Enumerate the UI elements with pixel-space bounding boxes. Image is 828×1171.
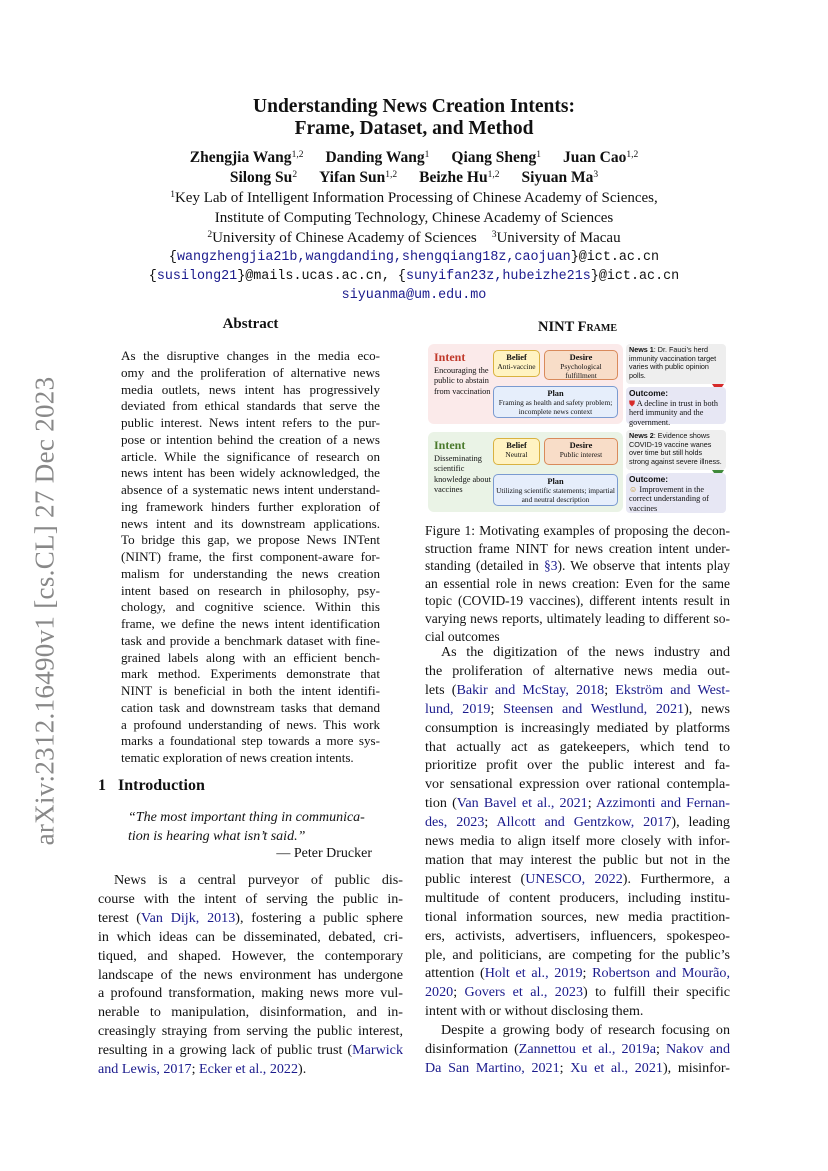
news-1-card: News 1: Dr. Fauci’s herd immunity vaccination target varies with public opinion polls. [626,344,726,384]
outcome-1-card: Outcome: ⛊ A decline in trust in both herd immunity and the government. [626,387,726,424]
body-line: ers, activists, advertisers, influencers, spokespeo- [425,927,730,944]
body-line: tional information sources, new media practition- [425,908,730,925]
body-line: public interest (UNESCO, 2022). Furthermore, a [425,870,731,887]
author-name: Siyuan Ma$^3$ [521,169,599,186]
author-row [0,148,828,168]
body-line: ple, and politicians, are competing for the public’s [425,946,730,963]
abstract-line: task and provide a benchmark dataset with fine- [121,632,380,648]
intro-left-column [98,871,403,1079]
abstract-line: grained labels along with an efficient bench- [121,649,380,665]
affiliation-2-3: $^2$University of Chinese Academy of Sciences $^3$University of Macau [207,230,621,246]
body-line: landscape of the news environment has undergone [98,966,403,983]
desire-chip: Desire Psychological fulfillment [544,350,618,380]
email-line-2[interactable]: {susilong21}@mails.ucas.ac.cn, {sunyifan23z,hubeizhe21s}@ict.ac.cn [148,269,680,284]
intent-text: Encouraging the public to abstain from vaccination [434,366,491,396]
abstract-line: malism for understanding the news creation [121,565,380,581]
figure-1 [428,344,728,516]
body-line: in which ideas can be disseminated, debated, cri- [98,928,403,945]
body-line: resulting in a growing lack of public trust (Marwick [98,1042,403,1059]
body-line: intent with or without disclosing them. [425,1003,644,1020]
body-line: News is a central purveyor of public dis- [114,872,403,888]
figure-panel-2 [428,432,623,512]
email-line-3[interactable]: siyuanma@um.edu.mo [341,288,487,303]
intent-label: Intent [434,350,466,364]
author-name: Juan Cao$^{1,2}$ [563,149,639,166]
author-name: Zhengjia Wang$^{1,2}$ [189,149,304,166]
body-line: that actually act as gatekeepers, which tend to [425,738,730,755]
news-2-card: News 2: Evidence shows COVID-19 vaccine wanes over time but still holds strong against severe illness. [626,430,726,470]
body-line: attention (Holt et al., 2019; Robertson and Mourão, [425,965,730,982]
abstract-line: NINT is beneficial in both the intent identifi- [121,683,380,698]
abstract-line: cation task and downstream tasks that demand [121,699,380,715]
body-line: multitude of content producers, including institu- [425,889,730,906]
body-line: a profound transformation, making news more vul- [98,985,403,1002]
plan-chip: Plan Framing as health and safety problem; incomplete news context [493,386,618,418]
body-line: tiqued, and shaped. However, the contemporary [98,947,403,964]
body-line: the proliferation of alternative news media out- [425,662,730,679]
abstract-line: a profound understanding of news. This work [121,716,380,732]
abstract-line: deviated from ethical standards that serve the [121,398,380,414]
abstract-line: pose or intention behind the creation of a news [121,431,380,447]
body-line: mation that may interest the public but not in the [425,851,730,868]
figure-panel-1 [428,344,623,424]
abstract-line: public interest. News intent refers to the pur- [121,415,380,430]
caption-line: struction frame NINT for news creation intent under- [425,540,730,556]
body-line: vor sensational expression over rational contempla- [425,776,730,793]
abstract-line: omy and the proliferation of alternative news [121,364,380,380]
intent-text: Disseminating scientific knowledge about vaccines [434,454,491,495]
warning-shield-icon: ⛊ [629,398,636,408]
abstract-line: article. While the significance of research on [121,448,380,464]
body-line: consumption is increasingly mediated by platforms [425,719,730,736]
body-line: As the digitization of the news industry and [441,644,730,660]
plan-chip: Plan Utilizing scientific statements; impartial and neutral description [493,474,618,506]
author-list [0,148,828,188]
body-line: des, 2023; Allcott and Gentzkow, 2017), leading [425,814,730,831]
body-line: disinformation (Zannettou et al., 2019a; Nakov and [425,1041,730,1058]
abstract-line: media outlets, news intent has progressively [121,381,380,397]
body-line: terest (Van Dijk, 2013), fostering a public sphere [98,909,403,926]
epigraph: “The most important thing in communica- tion is hearing what isn’t said.” [128,810,365,844]
abstract-line: As the disruptive changes in the media eco- [121,348,380,363]
arxiv-stamp: arXiv:2312.16490v1 [cs.CL] 27 Dec 2023 [29,376,60,846]
outcome-2-card: Outcome: ☺ Improvement in the correct understanding of vaccines [626,473,726,513]
author-name: Silong Su$^2$ [229,169,298,186]
belief-chip: Belief Neutral [493,438,540,465]
title-line-2: Frame, Dataset, and Method [294,118,534,139]
abstract-line: mark method. Experiments demonstrate that [121,666,380,682]
abstract-line: absence of a systematic news intent understand- [121,482,380,497]
abstract-line: chology, and cognitive science. Within this [121,599,380,615]
body-line: course with the intent of serving the public in- [98,890,403,907]
body-line: news media to align itself more closely with infor- [425,833,730,850]
affiliation-1: $^1$Key Lab of Intelligent Information Processing of Chinese Academy of Sciences, [170,190,658,206]
paper-title [0,96,828,140]
title-line-1: Understanding News Creation Intents: [253,96,575,117]
author-name: Danding Wang$^1$ [325,149,430,166]
abstract-line: intent based on research in philosophy, psy- [121,582,380,598]
body-line: and Lewis, 2017; Ecker et al., 2022). [98,1061,307,1078]
body-line: creasingly straying from serving the public interest, [98,1023,403,1040]
figure-caption [425,522,730,645]
body-line: prioritize profit over the public interest and fa- [425,757,730,774]
abstract-line: marks a foundational step towards a more sys- [121,733,380,749]
author-name: Yifan Sun$^{1,2}$ [319,169,398,186]
abstract-line: ing framework hinders further exploration of [121,498,380,514]
intro-right-column [425,643,730,1078]
affiliation-1-cont: Institute of Computing Technology, Chinese Academy of Sciences [214,210,614,226]
abstract-line: tematic exploration of news creation intents. [121,750,354,765]
belief-chip: Belief Anti-vaccine [493,350,540,377]
body-line: lund, 2019; Steensen and Westlund, 2021), news [425,700,730,717]
body-line: Da San Martino, 2021; Xu et al., 2021), misinfor- [425,1059,730,1076]
affiliations [0,188,828,305]
body-line: Despite a growing body of research focusing on [441,1022,730,1039]
abstract-body [121,348,380,767]
abstract-heading: Abstract [222,316,279,332]
abstract-line: To bridge this gap, we propose News INTent [121,532,380,548]
desire-chip: Desire Public interest [544,438,618,465]
caption-line: an essential role in news creation: Even for the same [425,575,730,591]
caption-line: Figure 1: Motivating examples of proposing the decon- [425,523,730,538]
intent-label: Intent [434,438,466,452]
epigraph-author: — Peter Drucker [276,846,372,861]
caption-line: topic (COVID-19 vaccines), different intents result in [425,593,730,609]
abstract-line: news intent and its downstream applications. [121,515,380,531]
abstract-line: news intent has been widely acknowledged, the [121,465,380,481]
caption-line: standing (detailed in §3). We observe that intents play [425,558,730,574]
body-line: tion (Van Bavel et al., 2021; Azzimonti and Fernan- [425,795,730,812]
author-name: Beizhe Hu$^{1,2}$ [419,169,500,186]
body-line: nerable to manipulation, disinformation, and in- [98,1004,403,1021]
smile-icon: ☺ [629,484,638,494]
figure-title: NINT Frame [537,319,618,335]
body-line: lets (Bakir and McStay, 2018; Ekström and West- [425,681,730,698]
abstract-line: frame, we define the news intent identification [121,616,380,631]
author-row [0,168,828,188]
abstract-line: (NINT) frame, the first component-aware for- [121,549,380,564]
body-line: 2020; Govers et al., 2023) to fulfill their specific [425,984,730,1001]
caption-line: cial outcomes [425,628,500,644]
email-line-1[interactable]: {wangzhengjia21b,wangdanding,shengqiang18z,caojuan}@ict.ac.cn [168,250,660,265]
author-name: Qiang Sheng$^1$ [451,149,542,166]
caption-line: varying news reports, ultimately leading to different so- [425,610,730,626]
section-heading: 1 Introduction [98,777,205,794]
